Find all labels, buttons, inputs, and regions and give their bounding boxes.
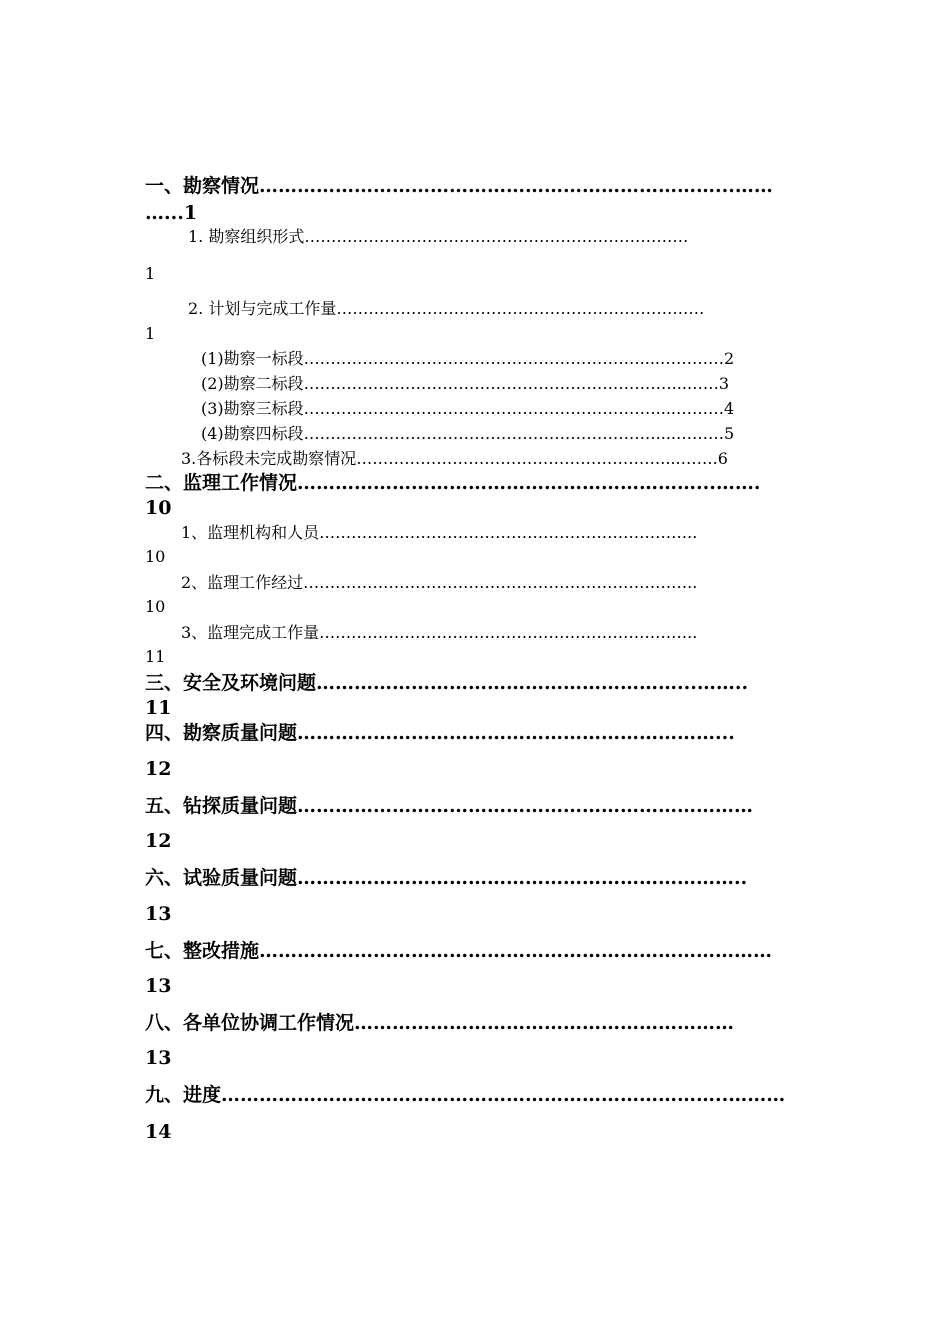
toc-entry-7[interactable]: 七、整改措施……………………………………………………………………… xyxy=(145,940,773,962)
toc-entry-2-3[interactable]: 3、监理完成工作量…………………………………………………………….. xyxy=(181,623,698,642)
toc-entry-2-3-page: 11 xyxy=(145,647,166,666)
toc-entry-6[interactable]: 六、试验质量问题…………………………………………………………….. xyxy=(145,867,748,889)
toc-entry-9-page: 14 xyxy=(145,1121,172,1143)
toc-entry-2-page: 10 xyxy=(145,497,172,519)
toc-entry-5[interactable]: 五、钻探质量问题……………………………………………………………… xyxy=(145,795,754,817)
toc-entry-3[interactable]: 三、安全及环境问题…………………………………………………...…….. xyxy=(145,672,749,694)
toc-entry-1[interactable]: 一、勘察情况………………………………………………………………...…… xyxy=(145,175,773,197)
toc-entry-1-2-1[interactable]: (1)勘察一标段………………………………………………………....…………2 xyxy=(201,349,735,368)
toc-entry-1-1[interactable]: 1. 勘察组织形式……………………………………………………………… xyxy=(188,227,689,246)
toc-entry-2-2-page: 10 xyxy=(145,597,166,616)
toc-entry-1-2-4[interactable]: (4)勘察四标段…………………………………………………………....………5 xyxy=(201,424,735,443)
toc-entry-3-page: 11 xyxy=(145,697,172,719)
toc-entry-5-page: 12 xyxy=(145,830,172,852)
toc-entry-9[interactable]: 九、进度……………………………………………………………………..……… xyxy=(145,1084,786,1106)
toc-entry-2-1[interactable]: 1、监理机构和人员…………………………………………………………….. xyxy=(181,523,698,542)
toc-entry-2-1-page: 10 xyxy=(145,547,166,566)
toc-entry-2-2[interactable]: 2、监理工作经过……………………………………………………………….. xyxy=(181,573,698,592)
toc-entry-1-2-2[interactable]: (2)勘察二标段……………………………………………………………...……3 xyxy=(201,374,730,393)
toc-entry-4[interactable]: 四、勘察质量问题…………………………………………………………... xyxy=(145,722,735,744)
toc-entry-1-2-page: 1 xyxy=(145,324,156,343)
toc-entry-2[interactable]: 二、监理工作情况………………………………………………………...……. xyxy=(145,472,761,494)
toc-entry-1-1-page: 1 xyxy=(145,264,156,283)
toc-entry-6-page: 13 xyxy=(145,903,172,925)
toc-entry-1-page: …...1 xyxy=(145,202,198,224)
toc-entry-8[interactable]: 八、各单位协调工作情况…………………………………………………… xyxy=(145,1012,735,1034)
toc-entry-1-2-3[interactable]: (3)勘察三标段…………………………………………………………....………4 xyxy=(201,399,735,418)
toc-entry-7-page: 13 xyxy=(145,975,172,997)
toc-entry-8-page: 13 xyxy=(145,1047,172,1069)
toc-entry-4-page: 12 xyxy=(145,758,172,780)
toc-entry-1-2[interactable]: 2. 计划与完成工作量…………………………………………………………… xyxy=(188,299,705,318)
toc-entry-1-3[interactable]: 3.各标段未完成勘察情况…………………………………………………....…….6 xyxy=(181,449,728,468)
